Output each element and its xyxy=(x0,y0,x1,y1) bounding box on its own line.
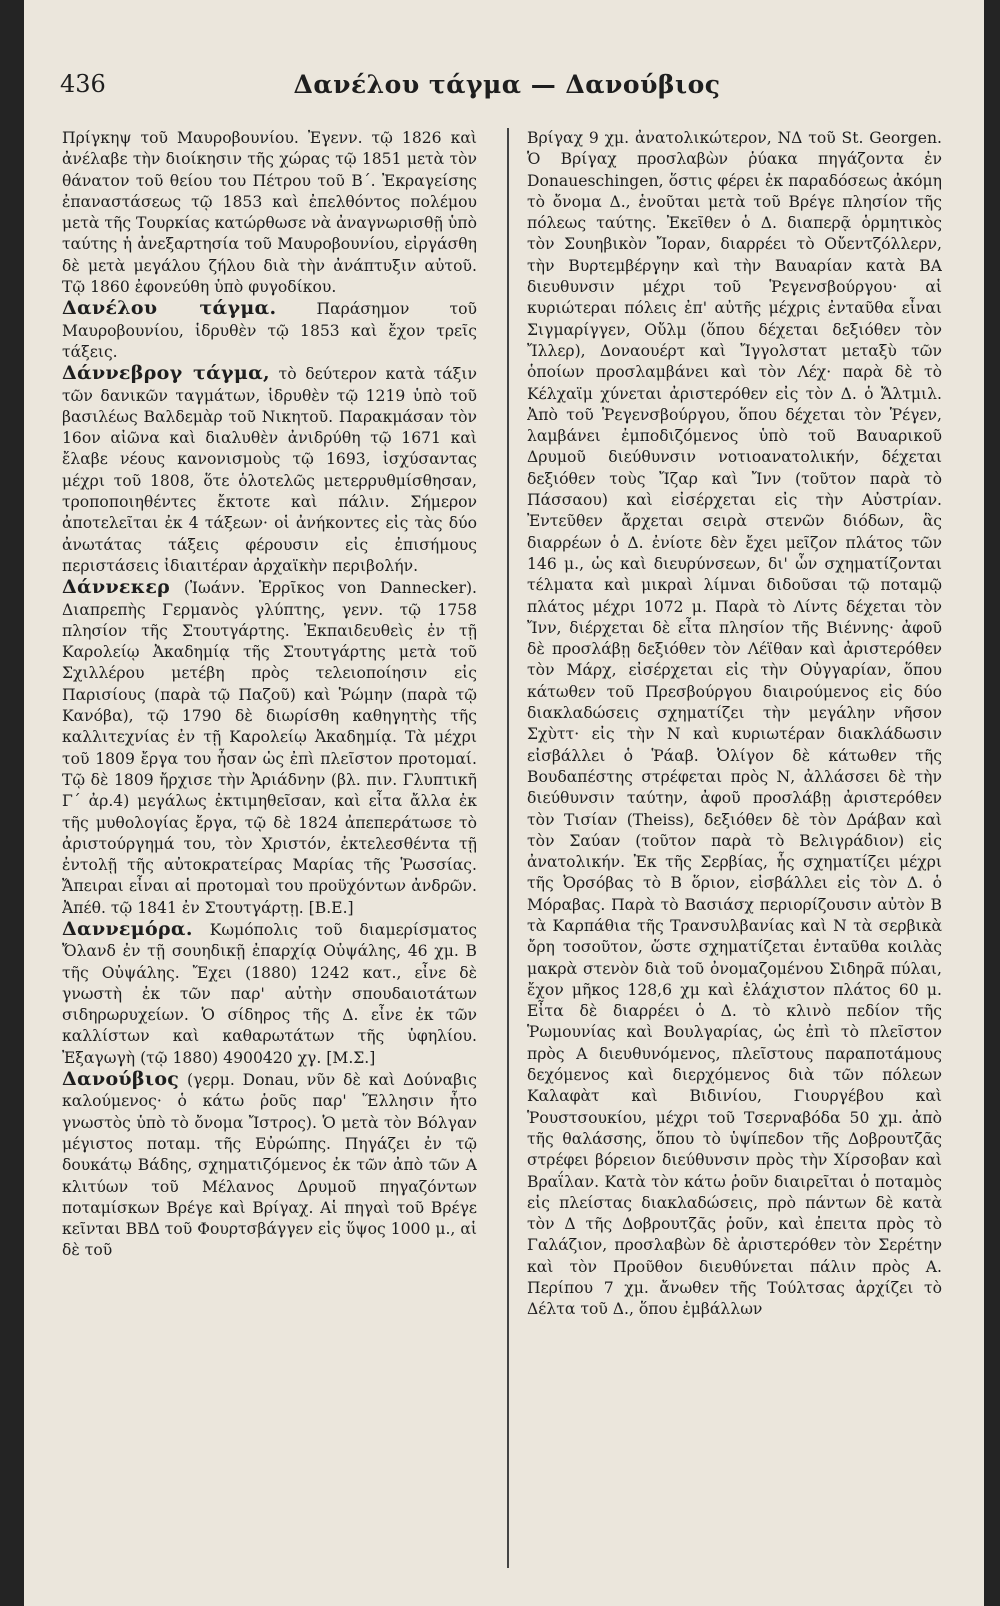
entry xyxy=(62,1069,477,1262)
entry xyxy=(62,919,477,1069)
entry xyxy=(62,363,477,577)
entry-text: Πρίγκηψ τοῦ Μαυροβουνίου. Ἐγενν. τῷ 1826 καὶ ἀνέλαβε τὴν διοίκησιν τῆς χώρας τῷ 1851 μετὰ τὸν θάνατον τοῦ θείου του Πέτρου τοῦ Β΄. Ἐκραγείσης ἐπαναστάσεως τῷ 1853 καὶ ἐπελθόντος πολέμου μετὰ τῆς Τουρκίας κατώρθωσε νὰ ἀναγνωρισθῇ ὑπὸ ταύτης ἡ ἀνεξαρτησία τοῦ Μαυροβουνίου, εἰργάσθη δὲ μετὰ μεγάλου ζήλου διὰ τὴν ἀνάπτυξιν αὐτοῦ. Τῷ 1860 ἐφονεύθη ὑπὸ φυγοδίκου. xyxy=(62,129,477,297)
entry-headword: Δανούβιος xyxy=(62,1068,180,1091)
entry-headword: Δάννεκερ xyxy=(62,576,171,599)
entry-continuation xyxy=(62,128,477,298)
entry-text: Κωμόπολις τοῦ διαμερίσματος Ὄλανδ ἐν τῇ σουηδικῇ ἐπαρχίᾳ Οὐψάλης, 46 χμ. Β τῆς Οὐψάλης. Ἔχει (1880) 1242 κατ., εἶνε δὲ γνωστὴ ἐκ τῶν παρ' αὐτὴν σπουδαιοτάτων σιδηρωρυχείων. Ὁ σίδηρος τῆς Δ. εἶνε ἐκ τῶν καλλίστων καὶ καθαρωτάτων τῆς ὑφηλίου. Ἐξαγωγὴ (τῷ 1880) 4900420 χγ. [Μ.Σ.] xyxy=(62,920,477,1067)
page xyxy=(24,0,984,1606)
page-header xyxy=(60,70,954,110)
right-column xyxy=(527,128,942,1568)
entry-text: (Ἰωάνν. Ἑρρῖκος von Dannecker). Διαπρεπὴς Γερμανὸς γλύπτης, γενν. τῷ 1758 πλησίον τῆς Στουτγάρτης. Ἐκπαιδευθεὶς ἐν τῇ Καρολείῳ Ἀκαδημίᾳ τῆς Στουτγάρτης μετὰ τοῦ Σχιλλέρου μετέβη πρὸς τελειοποίησιν εἰς Παρισίους (παρὰ τῷ Παζοῦ) καὶ Ῥώμην (παρὰ τῷ Κανόβα), τῷ 1790 δὲ διωρίσθη καθηγητὴς τῆς καλλιτεχνίας ἐν τῇ Καρολείῳ Ἀκαδημίᾳ. Τὰ μέχρι τοῦ 1809 ἔργα του ἦσαν ὡς ἐπὶ πλεῖστον προτομαί. Τῷ δὲ 1809 ἤρχισε τὴν Ἀριάδνην (βλ. πιν. Γλυπτικῆ Γ΄ ἀρ.4) μεγάλως ἐκτιμηθεῖσαν, καὶ εἶτα ἄλλα ἐκ τῆς μυθολογίας ἔργα, τῷ δὲ 1824 ἀπεπεράτωσε τὸ ἀριστούργημά του, τὸν Χριστόν, ἐκτελεσθέντα τῇ ἐντολῇ τῆς αὐτοκρατείρας Μαρίας τῆς Ῥωσσίας. Ἄπειραι εἶναι αἱ προτομαὶ του προϋχόντων ἀνδρῶν. Ἀπέθ. τῷ 1841 ἐν Στουτγάρτῃ. [Β.Ε.] xyxy=(62,579,477,917)
entry-text: (γερμ. Donau, νῦν δὲ καὶ Δούναβις καλούμενος· ὁ κάτω ῥοῦς παρ' Ἕλλησιν ἦτο γνωστὸς ὑπὸ τὸ ὄνομα Ἴστρος). Ὁ μετὰ τὸν Βόλγαν μέγιστος ποταμ. τῆς Εὐρώπης. Πηγάζει ἐν τῷ δουκάτῳ Βάδης, σχηματιζόμενος ἐκ τῶν ἀπὸ τῶν Α κλιτύων τοῦ Μέλανος Δρυμοῦ πηγαζόντων ποταμίσκων Βρέγε καὶ Βρίγαχ. Αἱ πηγαὶ τοῦ Βρέγε κεῖνται ΒΒΔ τοῦ Φουρτσβάγγεν εἰς ὕψος 1000 μ., αἱ δὲ τοῦ xyxy=(62,1071,477,1260)
entry-text: Βρίγαχ 9 χμ. ἀνατολικώτερον, ΝΔ τοῦ St. Georgen. Ὁ Βρίγαχ προσλαβὼν ῥύακα πηγάζοντα ἐν Donaueschingen, ὅστις φέρει ἐκ παραδόσεως ἀκόμη τὸ ὄνομα Δ., ἑνοῦται μετὰ τοῦ Βρέγε πλησίον τῆς πόλεως ταύτης. Ἐκεῖθεν ὁ Δ. διαπερᾷ ὁρμητικὸς τὸν Σουηβικὸν Ἴοραν, διαρρέει τὸ Οὔεντζόλλερν, τὴν Βυρτεμβέργην καὶ τὴν Βαυαρίαν κατὰ ΒΑ διευθυνσιν μέχρι τοῦ Ῥεγενσβούργου· αἱ κυριώτεραι πόλεις ἐπ' αὐτῆς μέχρις ἐνταῦθα εἶναι Σιγμαρίγγεν, Οὔλμ (ὅπου δέχεται δεξιόθεν τὸν Ἴλλερ), Δοναουέρτ καὶ Ἴγγολστατ μεταξὺ τῶν ὁποίων προσλαμβάνει καὶ τὸν Λέχ· παρὰ δὲ τὸ Κέλχαϊμ χύνεται ἀριστερόθεν εἰς τὸν Δ. ὁ Ἄλτμιλ. Ἀπὸ τοῦ Ῥεγενσβούργου, ὅπου δέχεται τὸν Ῥέγεν, λαμβάνει ἐμποδιζόμενος ὑπὸ τοῦ Βαυαρικοῦ Δρυμοῦ διεύθυνσιν νοτιοανατολικήν, δέχεται δεξιόθεν τοὺς Ἴζαρ καὶ Ἴνν (τοῦτον παρὰ τὸ Πάσσαου) καὶ εἰσέρχεται εἰς τὴν Αὐστρίαν. Ἐντεῦθεν ἄρχεται σειρὰ στενῶν διόδων, ἃς διαρρέων ὁ Δ. ἐνίοτε δὲν ἔχει μεῖζον πλάτος τῶν 146 μ., ὡς καὶ διευρύνσεων, δι' ὧν σχηματίζονται τέλματα καὶ μικραὶ λίμναι διδοῦσαι τῷ ποταμῷ πλάτος μέχρι 1072 μ. Παρὰ τὸ Λίντς δέχεται τὸν Ἴνν, διέρχεται δὲ εἶτα πλησίον τῆς Βιέννης· ἀφοῦ δὲ προσλάβῃ δεξιόθεν τὸν Λέϊθαν καὶ ἀριστερόθεν τὸν Μάρχ, εἰσέρχεται εἰς τὴν Οὐγγαρίαν, ὅπου κάτωθεν τοῦ Πρεσβούργου διαιρούμενος εἰς δύο διακλαδώσεις σχηματίζει τὴν μεγάλην νῆσον Σχὺττ· εἰς τὴν Ν καὶ κυριωτέραν διακλάδωσιν εἰσβάλλει ὁ Ῥάαβ. Ὀλίγον δὲ κάτωθεν τῆς Βουδαπέστης στρέφεται πρὸς Ν, ἀλλάσσει δὲ τὴν διεύθυνσιν ταύτην, ἀφοῦ προσλάβῃ ἀριστερόθεν τὸν Τισίαν (Theiss), δεξιόθεν δὲ τὸν Δράβαν καὶ τὸν Σαύαν (τοῦτον παρὰ τὸ Βελιγράδιον) εἰς ἀνατολικήν. Ἐκ τῆς Σερβίας, ἧς σχηματίζει μέχρι τῆς Ὀρσόβας τὸ Β ὅριον, εἰσβάλλει εἰς τὸν Δ. ὁ Μόραβας. Παρὰ τὸ Βασιάσχ περιορίζουσιν αὐτὸν Β τὰ Καρπάθια τῆς Τρανσυλβανίας καὶ Ν τὰ σερβικὰ ὄρη τοσοῦτον, ὥστε σχηματίζεται ἐνταῦθα κοιλὰς μακρὰ στενὸν διὰ τοῦ ὀνομαζομένου Σιδηρᾶ πύλαι, ἔχον μῆκος 128,6 χμ καὶ ἐλάχιστον πλάτος 60 μ. Εἶτα δὲ διαρρέει ὁ Δ. τὸ κλινὸ πεδίον τῆς Ῥωμουνίας καὶ Βουλγαρίας, ὡς ἐπὶ τὸ πλεῖστον πρὸς Α διευθυνόμενος, πλεῖστους παραποτάμους δεχόμενος καὶ διερχόμενος διὰ τῶν πόλεων Καλαφὰτ καὶ Βιδινίου, Γιουργέβου καὶ Ῥουστσουκίου, μέχρι τοῦ Τσερναβόδα 50 χμ. ἀπὸ τῆς θαλάσσης, ὅπου τὸ ὑψίπεδον τῆς Δοβρουτζᾶς στρέφει βόρειον διεύθυνσιν πρὸς τὴν Χίρσοβαν καὶ Βραΐλαν. Κατὰ τὸν κάτω ῥοῦν διαιρεῖται ὁ ποταμὸς εἰς πλείστας διακλαδώσεις, πρὸ πάντων δὲ κατὰ τὸν Δ τῆς Δοβρουτζᾶς ῥοῦν, καὶ ἐπειτα πρὸς τὸ Γαλάζιον, προσλαβὼν δὲ ἀριστερόθεν τὸν Σερέτην καὶ τὸν Προῦθον διευθύνεται πάλιν πρὸς Α. Περίπου 7 χμ. ἄνωθεν τῆς Τούλτσας ἀρχίζει τὸ Δέλτα τοῦ Δ., ὅπου ἐμβάλλων xyxy=(527,129,942,1319)
column-divider xyxy=(507,128,509,1568)
entry-headword: Δανέλου τάγμα. xyxy=(62,297,277,320)
entry-continuation xyxy=(527,128,942,1321)
left-column xyxy=(62,128,477,1568)
page-number: 436 xyxy=(60,70,106,98)
entry-headword: Δαννεμόρα. xyxy=(62,917,193,940)
entry xyxy=(62,298,477,363)
entry-text: τὸ δεύτερον κατὰ τάξιν τῶν δανικῶν ταγμάτων, ἱδρυθὲν τῷ 1219 ὑπὸ τοῦ βασιλέως Βαλδεμὰρ τοῦ Νικητοῦ. Παρακμάσαν τὸν 16ον αἰῶνα καὶ διαλυθὲν ἀνιδρύθη τῷ 1671 καὶ ἔλαβε νέους κανονισμοὺς τῷ 1693, ἰσχύσαντας μέχρι τοῦ 1808, ὅτε ὁλοτελῶς μετερρυθμίσθησαν, τροποποιηθέντες ἔκτοτε καὶ πάλιν. Σήμερον ἀποτελεῖται ἐκ 4 τάξεων· οἱ ἀνήκοντες εἰς τὰς δύο ἀνωτάτας τάξεις φέρουσιν εἰς ἐπισήμους περιστάσεις ἰδιαιτέραν ἀρχαϊκὴν περιβολήν. xyxy=(62,365,477,575)
entry-text: Παράσημον τοῦ Μαυροβουνίου, ἱδρυθὲν τῷ 1853 καὶ ἔχον τρεῖς τάξεις. xyxy=(62,300,477,361)
entry-headword: Δάννεβρογ τάγμα, xyxy=(62,362,270,385)
running-title: Δανέλου τάγμα — Δανούβιος xyxy=(293,70,721,99)
entry xyxy=(62,577,477,919)
